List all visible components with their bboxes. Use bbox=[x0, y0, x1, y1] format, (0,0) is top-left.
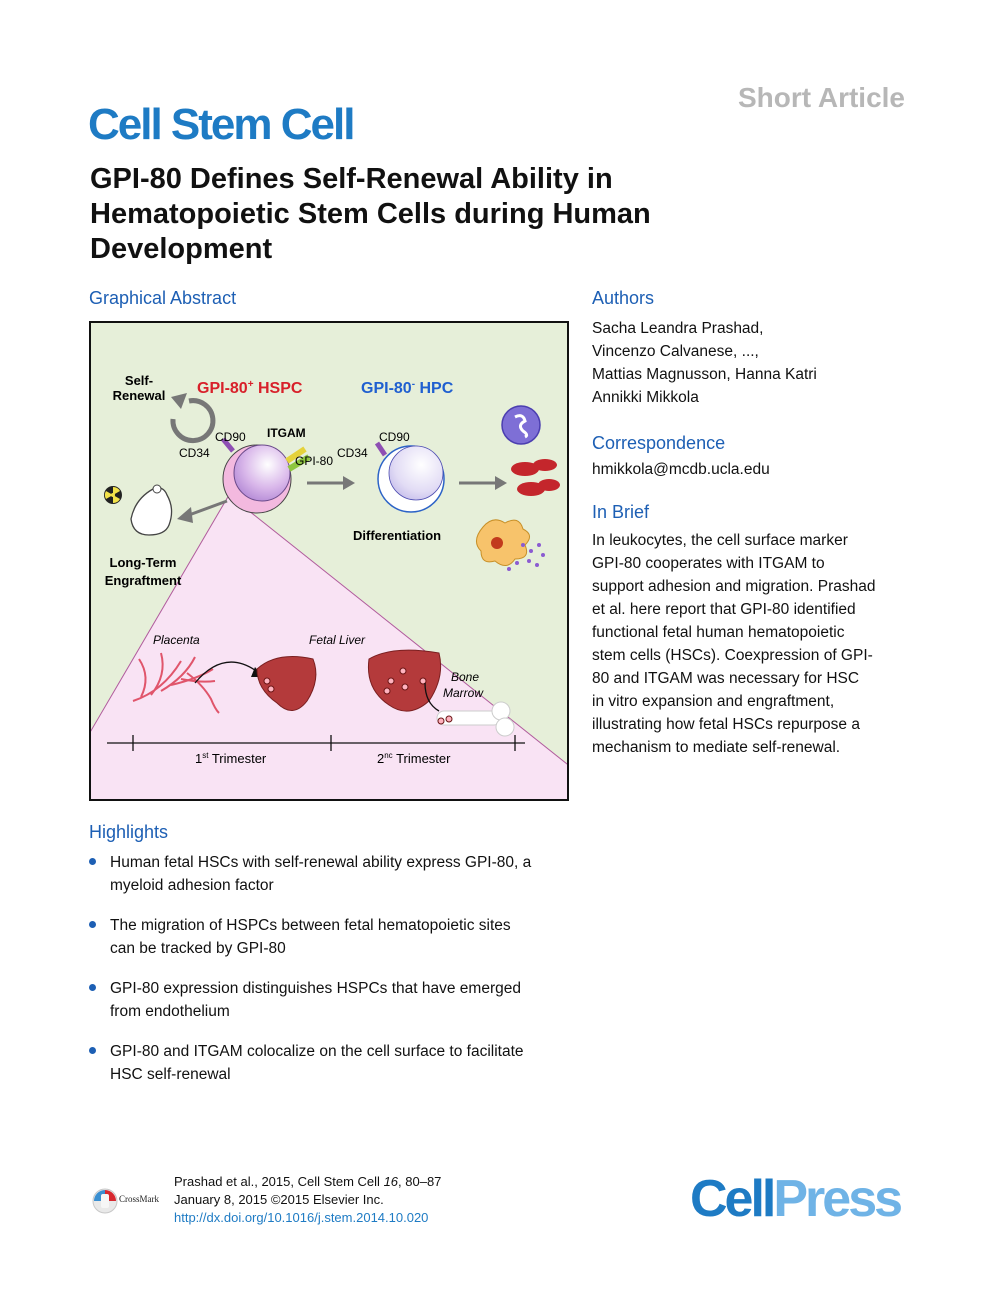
highlight-line: Human fetal HSCs with self-renewal ability express GPI-80, a bbox=[110, 854, 532, 871]
in-brief-line: support adhesion and migration. Prashad bbox=[592, 578, 876, 595]
cd34-label-1: CD34 bbox=[179, 446, 210, 460]
article-type: Short Article bbox=[738, 82, 905, 113]
highlight-item bbox=[89, 1040, 579, 1086]
citation-line bbox=[174, 1173, 441, 1191]
itgam-label: ITGAM bbox=[267, 426, 306, 440]
cd90-label-1: CD90 bbox=[215, 430, 246, 444]
hpc-title: GPI-80- HPC bbox=[361, 379, 454, 397]
bullet-icon bbox=[89, 921, 96, 928]
graphical-abstract bbox=[89, 321, 569, 801]
citation-volume: 16 bbox=[383, 1174, 399, 1189]
highlights-heading: Highlights bbox=[89, 822, 169, 842]
citation-block bbox=[174, 1173, 441, 1227]
in-brief-line: 80 and ITGAM was necessary for HSC bbox=[592, 670, 860, 687]
engraftment-label: Engraftment bbox=[104, 573, 182, 588]
highlight-item bbox=[89, 914, 579, 960]
placenta-label: Placenta bbox=[153, 633, 200, 647]
self-renewal-label-1: Self- bbox=[124, 373, 154, 388]
bullet-icon bbox=[89, 1047, 96, 1054]
crossmark-label: CrossMark bbox=[119, 1194, 159, 1204]
in-brief-line: functional fetal human hematopoietic bbox=[592, 624, 845, 641]
correspondence-heading: Correspondence bbox=[592, 433, 726, 453]
graphical-abstract-heading: Graphical Abstract bbox=[89, 288, 237, 308]
highlights-list bbox=[89, 851, 579, 1103]
hspc-title: GPI-80+ HSPC bbox=[197, 379, 303, 397]
highlight-line: The migration of HSPCs between fetal hematopoietic sites bbox=[110, 917, 511, 934]
author-line: Sacha Leandra Prashad, bbox=[592, 320, 764, 337]
bullet-icon bbox=[89, 984, 96, 991]
in-brief-line: et al. here report that GPI-80 identified bbox=[592, 601, 856, 618]
author-line: Vincenzo Calvanese, ..., bbox=[592, 343, 759, 360]
long-term-label: Long-Term bbox=[109, 555, 177, 570]
highlight-line: can be tracked by GPI-80 bbox=[110, 940, 286, 957]
fetal-liver-label: Fetal Liver bbox=[309, 633, 366, 647]
authors-heading: Authors bbox=[592, 288, 655, 308]
cellpress-logo-part2: Press bbox=[773, 1170, 901, 1228]
in-brief-line: in vitro expansion and engraftment, bbox=[592, 693, 835, 710]
highlight-line: HSC self-renewal bbox=[110, 1066, 231, 1083]
trimester-1-label: 1st Trimester bbox=[195, 751, 267, 766]
trimester-2-label: $2^{nc}$ Trimester bbox=[377, 751, 451, 766]
doi-link[interactable]: http://dx.doi.org/10.1016/j.stem.2014.10.020 bbox=[174, 1210, 429, 1225]
highlight-item bbox=[89, 977, 579, 1023]
citation-authors: Prashad et al., 2015, Cell Stem Cell bbox=[174, 1174, 384, 1189]
in-brief-line: In leukocytes, the cell surface marker bbox=[592, 532, 848, 549]
marrow-label: Marrow bbox=[443, 686, 484, 700]
author-line: Annikki Mikkola bbox=[592, 389, 699, 406]
highlight-line: GPI-80 and ITGAM colocalize on the cell surface to facilitate bbox=[110, 1043, 524, 1060]
bullet-icon bbox=[89, 858, 96, 865]
gpi80-receptor-label: GPI-80 bbox=[295, 454, 334, 468]
bone-label: Bone bbox=[451, 670, 480, 684]
correspondence-email[interactable]: hmikkola@mcdb.ucla.edu bbox=[592, 461, 770, 478]
self-renewal-label-2: Renewal bbox=[112, 388, 166, 403]
cd34-label-2: CD34 bbox=[337, 446, 368, 460]
in-brief-line: mechanism to mediate self-renewal. bbox=[592, 739, 841, 756]
highlight-line: from endothelium bbox=[110, 1003, 230, 1020]
in-brief-line: GPI-80 cooperates with ITGAM to bbox=[592, 555, 825, 572]
cd90-label-2: CD90 bbox=[379, 430, 410, 444]
in-brief-line: stem cells (HSCs). Coexpression of GPI- bbox=[592, 647, 873, 664]
citation-date: January 8, 2015 ©2015 Elsevier Inc. bbox=[174, 1192, 384, 1207]
author-line: Mattias Magnusson, Hanna Katri bbox=[592, 366, 817, 383]
cellpress-logo bbox=[690, 1169, 900, 1229]
highlight-line: GPI-80 expression distinguishes HSPCs that have emerged bbox=[110, 980, 521, 997]
differentiation-label: Differentiation bbox=[353, 528, 442, 543]
in-brief-heading: In Brief bbox=[592, 502, 650, 522]
citation-pages: , 80–87 bbox=[398, 1174, 442, 1189]
in-brief-text bbox=[592, 529, 876, 759]
radiation-icon bbox=[104, 486, 122, 504]
authors-list bbox=[592, 317, 817, 409]
highlight-item bbox=[89, 851, 579, 897]
highlight-line: myeloid adhesion factor bbox=[110, 877, 274, 894]
cellpress-logo-part1: Cell bbox=[690, 1170, 774, 1228]
article-title: GPI-80 Defines Self-Renewal Ability in Hematopoietic Stem Cells during Human Development bbox=[90, 163, 651, 265]
journal-logo: Cell Stem Cell bbox=[88, 100, 354, 149]
in-brief-line: illustrating how fetal HSCs repurpose a bbox=[592, 716, 860, 733]
